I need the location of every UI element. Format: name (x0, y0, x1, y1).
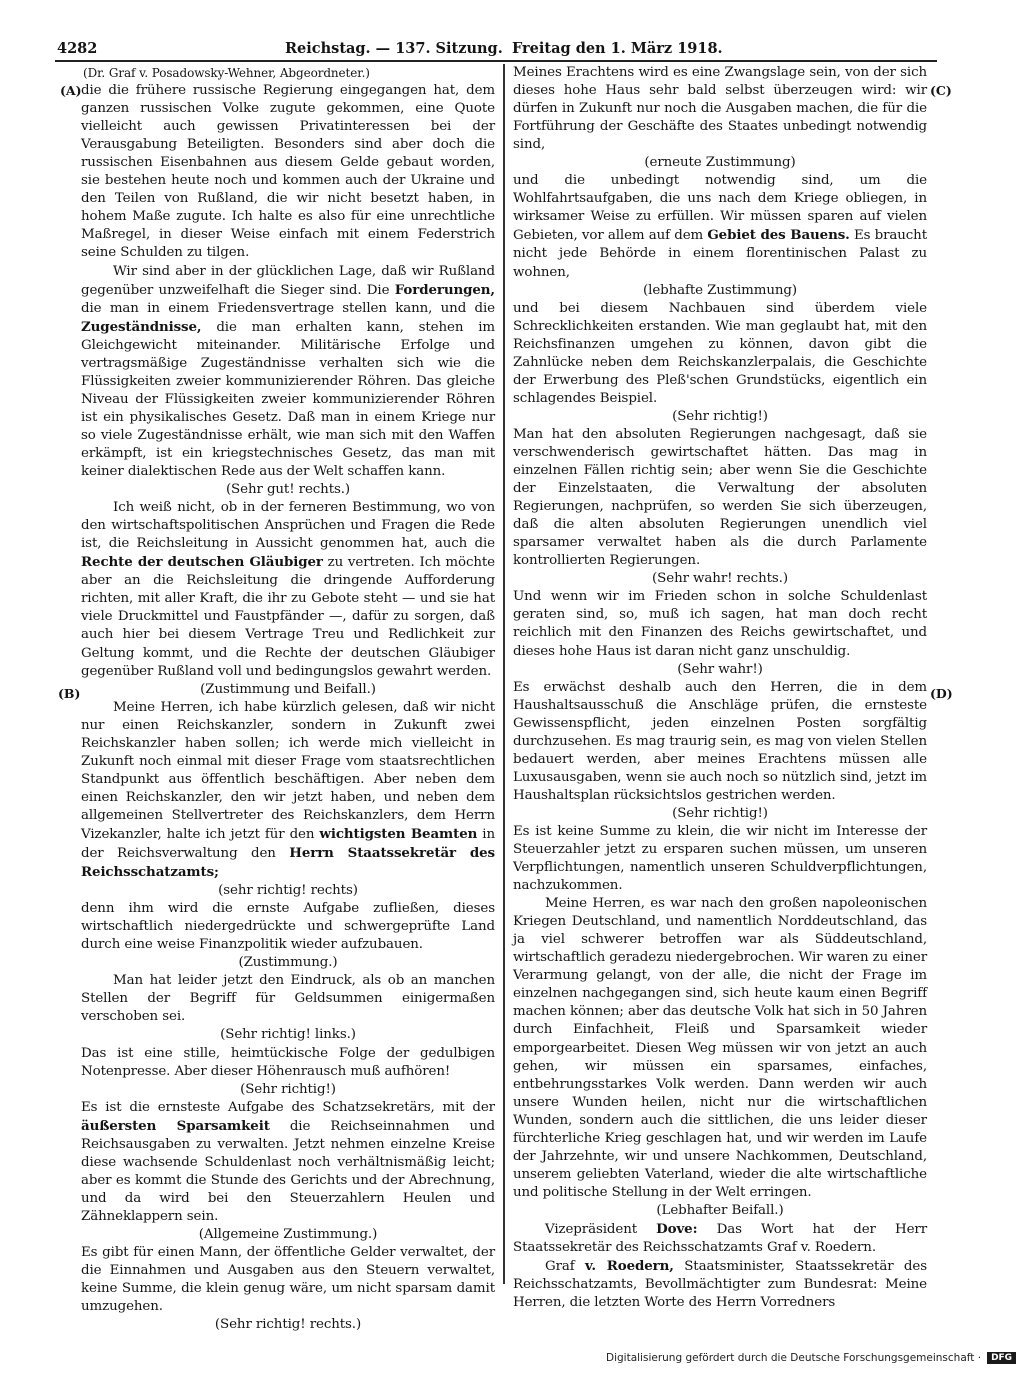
reaction: (Allgemeine Zustimmung.) (198, 1227, 378, 1242)
paragraph: Es ist die ernsteste Aufgabe des Schatzsekretärs, mit der äußersten Sparsamkeit die Reichseinnahmen und Reichsausgaben zu verwalten. Jetzt nehmen einzelne Kreise diese wachsende Schuldenlast noch verhältnismäßig leicht; aber es kommt die Stunde des Gerichts und der Abrechnung, und da wird bei den Steuerzahlern Heulen und Zähneklappern sein. (81, 1099, 495, 1224)
bold-term: Dove: (656, 1221, 698, 1237)
paragraph: Man hat leider jetzt den Eindruck, als ob an manchen Stellen der Begriff für Geldsummen einigermaßen verschoben sei. (81, 973, 495, 1025)
paragraph: Vizepräsident Dove: Das Wort hat der Herr Staatssekretär des Reichsschatzamts Graf v. Roedern. (513, 1221, 927, 1256)
reaction: (Sehr richtig!) (240, 1081, 336, 1097)
header-rule (55, 60, 937, 62)
session-title: Reichstag. — 137. Sitzung. (285, 40, 503, 57)
reaction: (Sehr richtig! rechts.) (214, 1317, 362, 1333)
paragraph: Ich weiß nicht, ob in der ferneren Bestimmung, wo von den wirtschaftspolitischen Ansprüchen und Fragen die Rede ist, die Reichsleitung in Aussicht genommen hat, auch die Rechte der deutschen Gläubiger zu vertreten. Ich möchte aber an die Reichsleitung die dringende Aufforderung richten, mit aller Kraft, die ihr zu Gebote steht — und sie hat viele Druckmittel und Faustpfänder —, dafür zu sorgen, daß auch hier bei diesem Vertrage Treu und Redlichkeit zur Geltung kommt, und die Rechte der deutschen Gläubiger gegenüber Rußland voll und bedingungslos gewahrt werden. (81, 500, 495, 679)
margin-marker-c: (C) (930, 83, 952, 98)
paragraph: Meines Erachtens wird es eine Zwangslage sein, von der sich dieses hohe Haus sehr bald selbst überzeugen wird: wir dürfen in Zukunft nur noch die Ausgaben machen, die für die Fortführung der Geschäfte des Staates unbedingt notwendig sind, (513, 65, 927, 153)
bold-term: Forderungen, (394, 281, 495, 298)
paragraph: Meine Herren, es war nach den großen napoleonischen Kriegen Deutschland, und namentlich Norddeutschland, das ja viel schwerer betroffen war als Süddeutschland, wirtschaftlich geradezu niedergebrochen. Wir waren zu einer Verarmung gelangt, von der alle, die nicht der Frage im einzelnen nachgegangen sind, sich heute kaum einen Begriff machen können; aber das deutsche Volk hat sich in 50 Jahren durch Einfachheit, Fleiß und Sparsamkeit wieder emporgearbeitet. Diesen Weg müssen wir von jetzt an auch gehen, wir müssen ein sparsames, einfaches, entbehrungsstarkes Volk werden. Dann werden wir auch unsere Wunden heilen, nicht nur die wirtschaftlichen Wunden, sondern auch die sittlichen, die uns leider dieser fürchterliche Krieg geschlagen hat, und wir werden im Laufe der Jahrzehnte, wir und unsere Nachkommen, Deutschland, unserem geliebten Vaterland, wieder die alte wirtschaftliche und politische Stellung in der Welt erringen. (513, 896, 927, 1200)
reaction: (lebhafte Zustimmung) (643, 282, 797, 298)
paragraph: und die unbedingt notwendig sind, um die Wohlfahrtsaufgaben, die uns nach dem Kriege obliegen, in wirksamer Weise zu erfüllen. Wir müssen sparen auf vielen Gebieten, vor allem auf dem Gebiet des Bauens. Es braucht nicht jede Behörde in einem florentinischen Palast zu wohnen, (513, 173, 927, 280)
paragraph: denn ihm wird die ernste Aufgabe zufließen, dieses wirtschaftlich niedergedrückte und schwergeprüfte Land durch eine weise Finanzpolitik wieder aufzubauen. (81, 901, 495, 953)
footer-text: Digitalisierung gefördert durch die Deutsche Forschungsgemeinschaft · (606, 1352, 982, 1364)
speaker-line: (Dr. Graf v. Posadowsky-Wehner, Abgeordneter.) (83, 66, 370, 80)
reaction: (Zustimmung.) (238, 955, 338, 971)
reaction: (erneute Zustimmung) (644, 155, 796, 171)
reaction: (Zustimmung und Beifall.) (200, 681, 376, 697)
bold-term: Rechte der deutschen Gläubiger (81, 554, 323, 571)
bold-term: wichtigsten Beamten (319, 825, 478, 842)
reaction: (Sehr richtig!) (672, 408, 768, 424)
margin-marker-a: (A) (60, 83, 82, 98)
margin-marker-d: (D) (930, 686, 953, 701)
bold-term: Zugeständnisse, (81, 318, 202, 335)
bold-term: Herrn Staatssekretär des Reichsschatzamts; (81, 845, 495, 881)
reaction: (Sehr wahr! rechts.) (652, 571, 788, 587)
digitization-footer (606, 1352, 1013, 1372)
paragraph: Das ist eine stille, heimtückische Folge der gedulbigen Notenpresse. Aber dieser Höhenrausch muß aufhören! (81, 1045, 495, 1079)
dfg-logo: DFG (987, 1352, 1016, 1364)
session-date: Freitag den 1. März 1918. (512, 40, 723, 57)
left-column (81, 64, 495, 1334)
margin-marker-b: (B) (58, 686, 81, 701)
page-number: 4282 (57, 40, 98, 57)
reaction: (sehr richtig! rechts) (218, 883, 358, 899)
paragraph: Man hat den absoluten Regierungen nachgesagt, daß sie verschwenderisch gewirtschaftet hätten. Das mag in einzelnen Fällen richtig sein; aber wenn Sie die Geschichte der Einzelstaaten, die Verwaltung der absoluten Regierungen, nachprüfen, so werden Sie sich überzeugen, daß die alten absoluten Regierungen unendlich viel sparsamer verwaltet haben als die durch Parlamente kontrollierten Regierungen. (513, 426, 927, 569)
column-divider (503, 64, 505, 1284)
paragraph: die die frühere russische Regierung eingegangen hat, dem ganzen russischen Volke zugute gekommen, eine Quote vielleicht auch gewissen Privatinteressen bei der Verausgabung Beteiligten. Besonders sind aber doch die russischen Eisenbahnen aus diesem Gelde gebaut worden, sie bestehen heute noch und kommen auch der Ukraine und den Teilen von Rußland, die wir nicht besetzt haben, in hohem Maße zugute. Ich halte es also für eine unrechtliche Maßregel, in dieser Weise einfach mit einem Federstrich seine Schulden zu tilgen. (81, 83, 495, 261)
paragraph: Graf v. Roedern, Staatsminister, Staatssekretär des Reichsschatzamts, Bevollmächtigter zum Bundesrat: Meine Herren, die letzten Worte des Herrn Vorredners (513, 1258, 927, 1311)
reaction: (Sehr wahr!) (677, 661, 763, 677)
reaction: (Sehr richtig!) (672, 805, 768, 821)
paragraph: Es gibt für einen Mann, der öffentliche Gelder verwaltet, der die Einnahmen und Ausgaben aus den Steuern verwaltet, keine Summe, die klein genug wäre, um nicht sparsam damit umzugehen. (81, 1245, 495, 1315)
reaction: (Sehr gut! rechts.) (225, 482, 351, 498)
bold-term: v. Roedern, (585, 1258, 674, 1275)
bold-term: Gebiet des Bauens. (707, 227, 850, 244)
paragraph: und bei diesem Nachbauen sind überdem viele Schrecklichkeiten erstanden. Wie man geglaubt hat, mit den Reichsfinanzen umgehen zu können, davon gibt die Zahnlücke neben dem Reichskanzlerpalais, die Geschichte der Erwerbung des Pleß'schen Grundstücks, eigentlich ein schlagendes Beispiel. (513, 300, 927, 406)
paragraph: Und wenn wir im Frieden schon in solche Schuldenlast geraten sind, so, muß ich sagen, hat man doch recht reichlich mit den Finanzen des Reichs gewirtschaftet, und dieses hohe Haus ist daran nicht ganz unschuldig. (513, 589, 927, 659)
right-column (513, 64, 927, 1312)
paragraph: Wir sind aber in der glücklichen Lage, daß wir Rußland gegenüber unzweifelhaft die Sieger sind. Die Forderungen, die man in einem Friedensvertrage stellen kann, und die Zugeständnisse, die man erhalten kann, stehen im Gleichgewicht miteinander. Militärische Erfolge und vertragsmäßige Zugeständnisse verhalten sich wie die Flüssigkeiten zweier kommunizierender Röhren. Das gleiche Niveau der Flüssigkeiten zweier kommunizierender Röhren ist ein physikalisches Gesetz. Daß man in einem Kriege nur so viele Zugeständnisse erhält, wie man sich mit den Waffen erkämpft, ist ein kriegstechnisches Gesetz, das man mit keiner dialektischen Rede aus der Welt schaffen kann. (81, 263, 495, 480)
paragraph: Es erwächst deshalb auch den Herren, die in dem Haushaltsausschuß die Anschläge prüfen, die ernsteste Gewissenspflicht, jeden einzelnen Posten sorgfältig durchzusehen. Es mag traurig sein, es mag von vielen Stellen bedauert werden, aber meines Erachtens müssen alle Luxusausgaben, wenn sie auch noch so nützlich sind, jetzt im Haushaltsplan rücksichtslos gestrichen werden. (513, 679, 927, 803)
paragraph: Meine Herren, ich habe kürzlich gelesen, daß wir nicht nur einen Reichskanzler, sondern in Zukunft zwei Reichskanzler haben sollen; ich werde mich vielleicht in Zukunft noch einmal mit dieser Frage vom staatsrechtlichen Standpunkt aus öffentlich beschäftigen. Aber neben dem einen Reichskanzler, den wir jetzt haben, und neben dem allgemeinen Stellvertreter des Reichskanzlers, dem Herrn Vizekanzler, halte ich jetzt für den wichtigsten Beamten in der Reichsverwaltung den Herrn Staatssekretär des Reichsschatzamts; (81, 699, 495, 881)
reaction: (Sehr richtig! links.) (220, 1027, 356, 1043)
bold-term: äußersten Sparsamkeit (81, 1117, 270, 1134)
reaction: (Lebhafter Beifall.) (656, 1202, 784, 1218)
paragraph: Es ist keine Summe zu klein, die wir nicht im Interesse der Steuerzahler jetzt zu ersparen suchen müssen, um unseren Verpflichtungen, namentlich unseren Schuldverpflichtungen, nachzukommen. (513, 823, 927, 894)
page-header (57, 40, 937, 62)
